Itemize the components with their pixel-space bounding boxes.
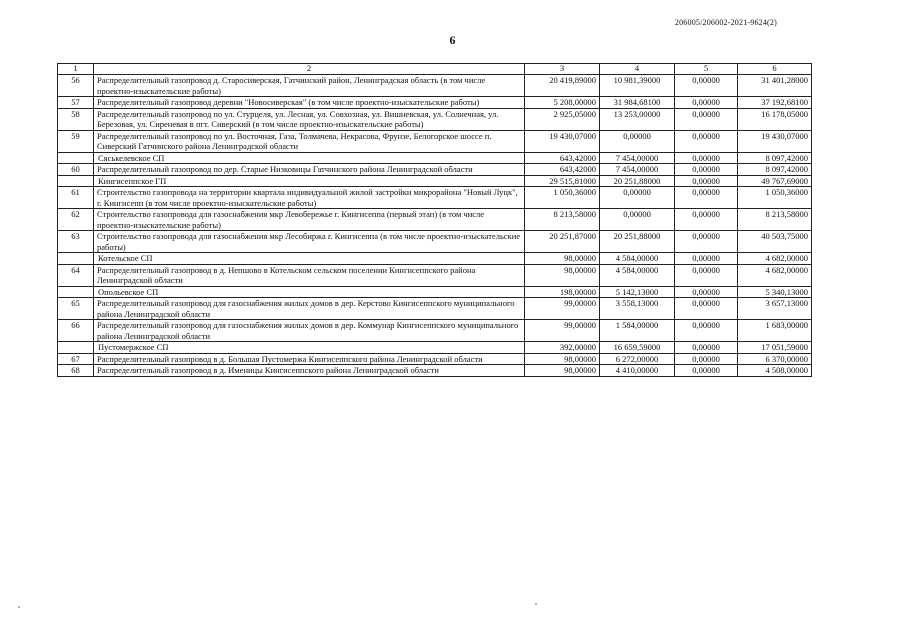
- column-header: 1: [58, 64, 94, 75]
- row-number-cell: 65: [58, 298, 94, 320]
- description-cell: Котельское СП: [94, 253, 525, 265]
- column-5-value-cell: 0,00000: [675, 353, 738, 365]
- column-4-value-cell: 3 558,13000: [600, 298, 675, 320]
- column-6-value-cell: 6 370,00000: [738, 353, 812, 365]
- row-number-cell: 66: [58, 320, 94, 342]
- row-number-cell: 56: [58, 75, 94, 97]
- column-6-value-cell: 8 097,42000: [738, 164, 812, 176]
- column-3-value-cell: 643,42000: [525, 164, 600, 176]
- column-3-value-cell: 99,00000: [525, 298, 600, 320]
- column-4-value-cell: 20 251,88000: [600, 175, 675, 187]
- table-row: [58, 320, 812, 342]
- column-6-value-cell: 4 508,00000: [738, 365, 812, 377]
- table-header-row: [58, 64, 812, 75]
- row-number-cell: 57: [58, 97, 94, 109]
- column-6-value-cell: 19 430,07000: [738, 130, 812, 152]
- column-5-value-cell: 0,00000: [675, 152, 738, 164]
- column-4-value-cell: 10 981,39000: [600, 75, 675, 97]
- scan-speck: [535, 603, 537, 605]
- description-cell: Распределительный газопровод по дер. Старые Низковицы Гатчинского района Ленинградской области: [94, 164, 525, 176]
- column-header: 3: [525, 64, 600, 75]
- column-5-value-cell: 0,00000: [675, 75, 738, 97]
- column-3-value-cell: 8 213,58000: [525, 209, 600, 231]
- description-cell: Распределительный газопровод д. Старосиверская, Гатчинский район, Ленинградская область (в том числе проектно-изыскательские работы): [94, 75, 525, 97]
- column-5-value-cell: 0,00000: [675, 342, 738, 354]
- scan-speck: [18, 606, 20, 608]
- row-number-cell: [58, 286, 94, 298]
- column-5-value-cell: 0,00000: [675, 231, 738, 253]
- column-6-value-cell: 1 683,00000: [738, 320, 812, 342]
- column-3-value-cell: 198,00000: [525, 286, 600, 298]
- column-5-value-cell: 0,00000: [675, 320, 738, 342]
- column-6-value-cell: 31 401,28000: [738, 75, 812, 97]
- table-row: [58, 365, 812, 377]
- column-3-value-cell: 29 515,81000: [525, 175, 600, 187]
- column-3-value-cell: 5 208,00000: [525, 97, 600, 109]
- table-row: [58, 75, 812, 97]
- table-row: [58, 97, 812, 109]
- row-number-cell: [58, 152, 94, 164]
- column-6-value-cell: 37 192,68100: [738, 97, 812, 109]
- subtotal-row: [58, 286, 812, 298]
- column-4-value-cell: 13 253,00000: [600, 108, 675, 130]
- description-cell: Кингисеппское ГП: [94, 175, 525, 187]
- description-cell: Распределительный газопровод в д. Непшово в Котельском сельском поселении Кингисеппского района Ленинградской области: [94, 264, 525, 286]
- column-5-value-cell: 0,00000: [675, 97, 738, 109]
- column-3-value-cell: 2 925,05000: [525, 108, 600, 130]
- column-3-value-cell: 20 419,89000: [525, 75, 600, 97]
- column-3-value-cell: 98,00000: [525, 253, 600, 265]
- row-number-cell: [58, 342, 94, 354]
- row-number-cell: 64: [58, 264, 94, 286]
- column-4-value-cell: 16 659,59000: [600, 342, 675, 354]
- column-5-value-cell: 0,00000: [675, 175, 738, 187]
- row-number-cell: 67: [58, 353, 94, 365]
- description-cell: Строительство газопровода для газоснабжения мкр Левобережье г. Кингисеппа (первый этап) (в том числе проектно-изыскательские работы): [94, 209, 525, 231]
- column-6-value-cell: 5 340,13000: [738, 286, 812, 298]
- column-4-value-cell: 7 454,00000: [600, 164, 675, 176]
- budget-table: [57, 63, 812, 377]
- row-number-cell: 60: [58, 164, 94, 176]
- column-3-value-cell: 19 430,07000: [525, 130, 600, 152]
- column-5-value-cell: 0,00000: [675, 164, 738, 176]
- description-cell: Распределительный газопровод деревни "Новосиверская" (в том числе проектно-изыскательские работы): [94, 97, 525, 109]
- column-3-value-cell: 98,00000: [525, 264, 600, 286]
- row-number-cell: [58, 175, 94, 187]
- column-4-value-cell: 0,00000: [600, 209, 675, 231]
- row-number-cell: 58: [58, 108, 94, 130]
- subtotal-row: [58, 152, 812, 164]
- column-4-value-cell: 31 984,68100: [600, 97, 675, 109]
- row-number-cell: 68: [58, 365, 94, 377]
- table-body: [58, 75, 812, 377]
- description-cell: Строительство газопровода на территории квартала индивидуальной жилой застройки микрорайона "Новый Луцк", г. Кингисепп (в том числе проектно-изыскательские работы): [94, 187, 525, 209]
- column-4-value-cell: 6 272,00000: [600, 353, 675, 365]
- row-number-cell: 63: [58, 231, 94, 253]
- column-6-value-cell: 8 213,58000: [738, 209, 812, 231]
- column-6-value-cell: 1 050,36000: [738, 187, 812, 209]
- table-row: [58, 209, 812, 231]
- description-cell: Пустомержское СП: [94, 342, 525, 354]
- column-header: 2: [94, 64, 525, 75]
- description-cell: Распределительный газопровод в д. Именицы Кингисеппского района Ленинградской области: [94, 365, 525, 377]
- column-6-value-cell: 17 051,59000: [738, 342, 812, 354]
- column-6-value-cell: 4 682,00000: [738, 253, 812, 265]
- row-number-cell: 59: [58, 130, 94, 152]
- description-cell: Распределительный газопровод по ул. Восточная, Газа, Толмачева, Некрасова, Фрунзе, Белогорское шоссе п. Сиверский Гатчинского района Ленинградской области: [94, 130, 525, 152]
- column-5-value-cell: 0,00000: [675, 253, 738, 265]
- column-6-value-cell: 3 657,13000: [738, 298, 812, 320]
- column-5-value-cell: 0,00000: [675, 130, 738, 152]
- page-number: 6: [449, 33, 456, 47]
- column-3-value-cell: 1 050,36000: [525, 187, 600, 209]
- row-number-cell: [58, 253, 94, 265]
- column-5-value-cell: 0,00000: [675, 209, 738, 231]
- subtotal-row: [58, 342, 812, 354]
- table-row: [58, 187, 812, 209]
- row-number-cell: 61: [58, 187, 94, 209]
- column-4-value-cell: 4 584,00000: [600, 253, 675, 265]
- description-cell: Строительство газопровода для газоснабжения мкр Лесобиржа г. Кингисеппа (в том числе проектно-изыскательские работы): [94, 231, 525, 253]
- table-row: [58, 108, 812, 130]
- column-3-value-cell: 643,42000: [525, 152, 600, 164]
- column-6-value-cell: 40 503,75000: [738, 231, 812, 253]
- description-cell: Распределительный газопровод для газоснабжения жилых домов в дер. Керстово Кингисеппского муниципального района Ленинградской области: [94, 298, 525, 320]
- column-6-value-cell: 4 682,00000: [738, 264, 812, 286]
- column-5-value-cell: 0,00000: [675, 187, 738, 209]
- row-number-cell: 62: [58, 209, 94, 231]
- column-5-value-cell: 0,00000: [675, 365, 738, 377]
- table-row: [58, 353, 812, 365]
- description-cell: Распределительный газопровод по ул. Стурцеля, ул. Лесная, ул. Совхозная, ул. Вишневская, ул. Солнечная, ул. Березовая, ул. Сиреневая в пгт. Сиверский (в том числе проектно-изыскательские работы): [94, 108, 525, 130]
- table-row: [58, 164, 812, 176]
- column-5-value-cell: 0,00000: [675, 298, 738, 320]
- subtotal-row: [58, 175, 812, 187]
- column-3-value-cell: 20 251,87000: [525, 231, 600, 253]
- subtotal-row: [58, 253, 812, 265]
- column-5-value-cell: 0,00000: [675, 286, 738, 298]
- column-3-value-cell: 99,00000: [525, 320, 600, 342]
- column-3-value-cell: 392,00000: [525, 342, 600, 354]
- table-row: [58, 264, 812, 286]
- column-6-value-cell: 16 178,05000: [738, 108, 812, 130]
- table-row: [58, 130, 812, 152]
- description-cell: Опольевское СП: [94, 286, 525, 298]
- description-cell: Распределительный газопровод в д. Большая Пустомержа Кингисеппского района Ленинградской области: [94, 353, 525, 365]
- column-4-value-cell: 7 454,00000: [600, 152, 675, 164]
- column-header: 4: [600, 64, 675, 75]
- column-5-value-cell: 0,00000: [675, 108, 738, 130]
- column-header: 6: [738, 64, 812, 75]
- description-cell: Распределительный газопровод для газоснабжения жилых домов в дер. Коммунар Кингисеппского муниципального района Ленинградской области: [94, 320, 525, 342]
- column-6-value-cell: 8 097,42000: [738, 152, 812, 164]
- column-4-value-cell: 1 584,00000: [600, 320, 675, 342]
- column-4-value-cell: 4 410,00000: [600, 365, 675, 377]
- column-3-value-cell: 98,00000: [525, 365, 600, 377]
- description-cell: Сяськелевское СП: [94, 152, 525, 164]
- column-3-value-cell: 98,00000: [525, 353, 600, 365]
- column-header: 5: [675, 64, 738, 75]
- column-4-value-cell: 20 251,88000: [600, 231, 675, 253]
- table-row: [58, 298, 812, 320]
- column-5-value-cell: 0,00000: [675, 264, 738, 286]
- column-4-value-cell: 5 142,13000: [600, 286, 675, 298]
- column-6-value-cell: 49 767,69000: [738, 175, 812, 187]
- column-4-value-cell: 0,00000: [600, 187, 675, 209]
- column-4-value-cell: 0,00000: [600, 130, 675, 152]
- column-4-value-cell: 4 584,00000: [600, 264, 675, 286]
- table-row: [58, 231, 812, 253]
- document-id: 206005/206002-2021-9624(2): [674, 18, 777, 27]
